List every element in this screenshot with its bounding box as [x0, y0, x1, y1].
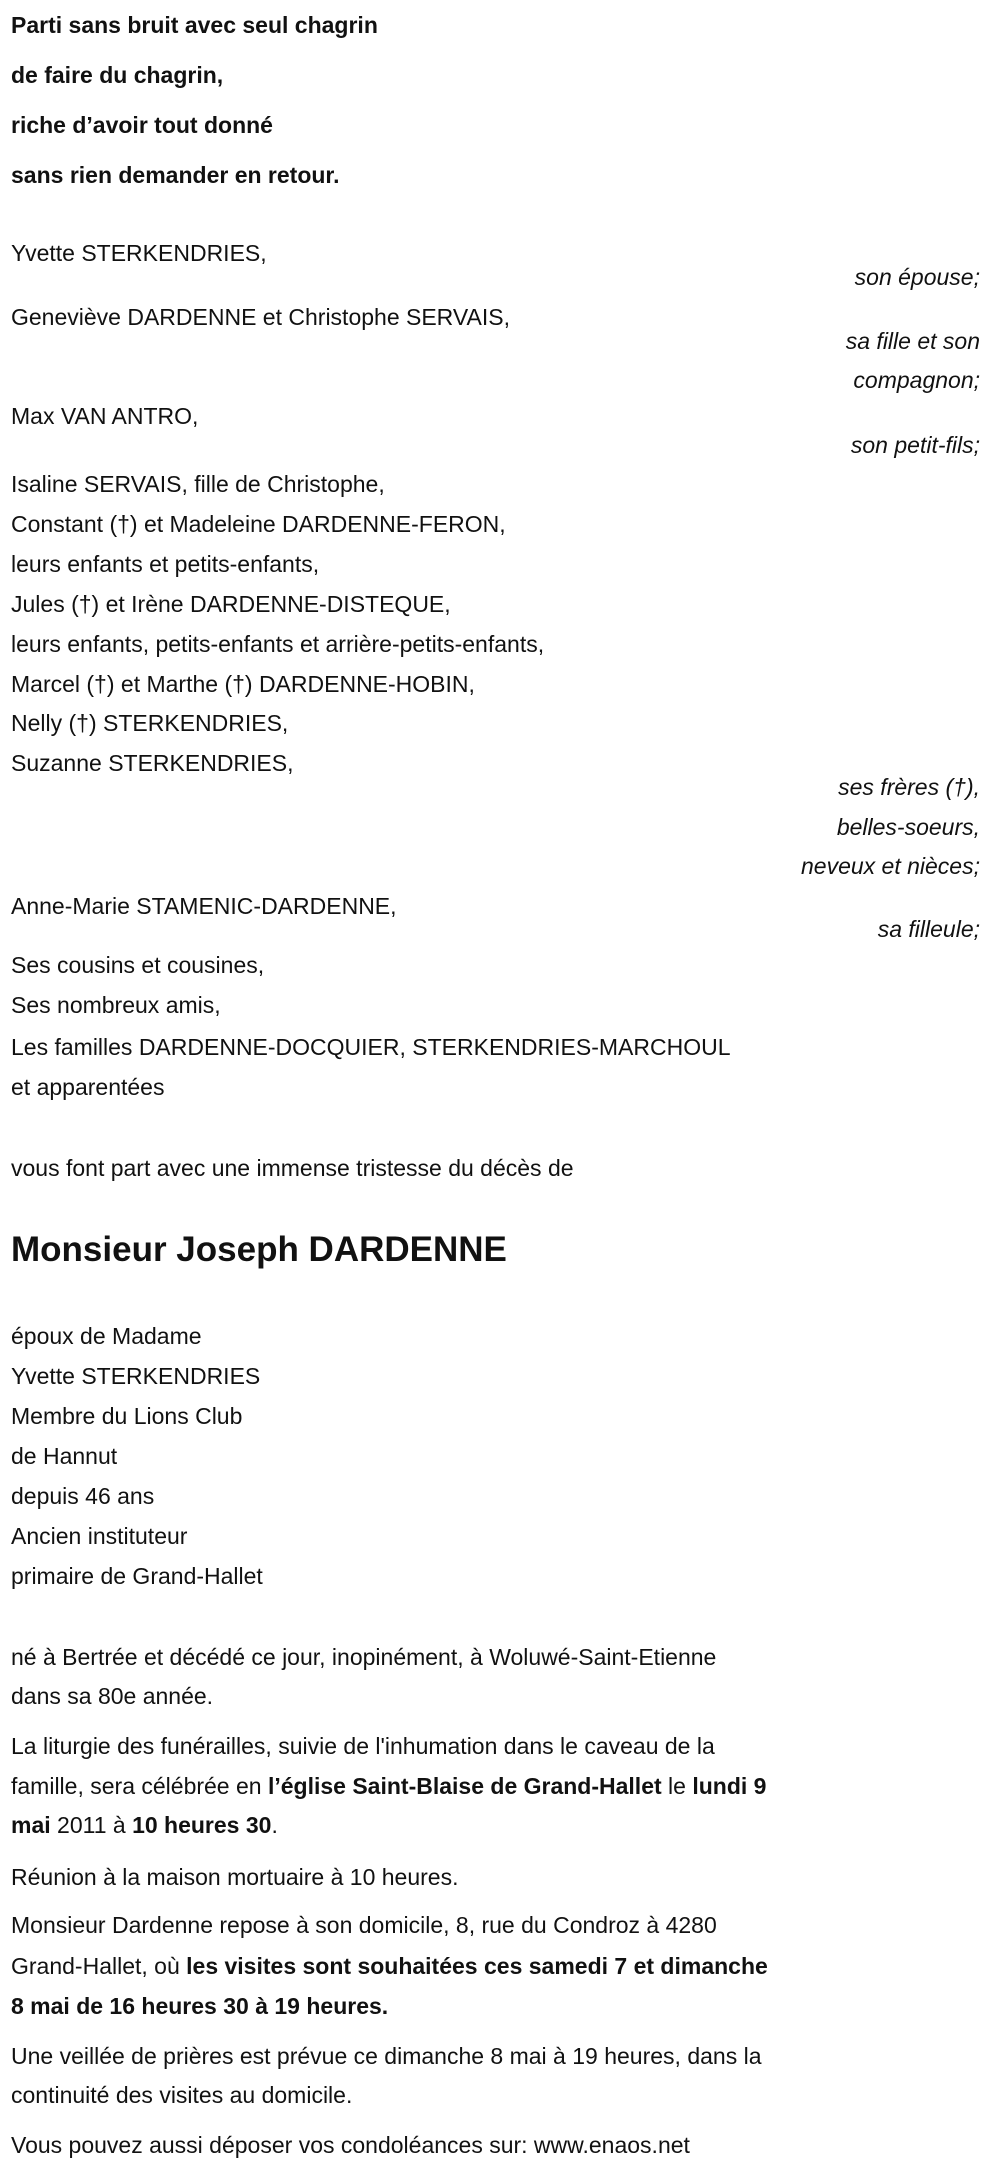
- detail-line: [11, 1951, 768, 1981]
- time: 10 heures 30: [132, 1812, 272, 1838]
- detail-line: Une veillée de prières est prévue ce dimanche 8 mai à 19 heures, dans la: [11, 2043, 762, 2069]
- family-name: leurs enfants et petits-enfants,: [11, 551, 320, 577]
- poem-line: riche d’avoir tout donné: [11, 112, 273, 138]
- bio-line: époux de Madame: [11, 1323, 202, 1349]
- family-role: son épouse;: [854, 264, 980, 290]
- family-role: compagnon;: [853, 367, 980, 393]
- family-role: belles-soeurs,: [836, 814, 980, 840]
- bio-line: Yvette STERKENDRIES: [11, 1363, 261, 1389]
- detail-line: [11, 1771, 766, 1801]
- poem-line: sans rien demander en retour.: [11, 162, 340, 188]
- family-name: Constant (†) et Madeleine DARDENNE-FERON,: [11, 511, 506, 537]
- poem-line: de faire du chagrin,: [11, 62, 224, 88]
- bio-line: depuis 46 ans: [11, 1483, 155, 1509]
- detail-line: continuité des visites au domicile.: [11, 2082, 353, 2108]
- family-name: Suzanne STERKENDRIES,: [11, 750, 294, 776]
- family-name: leurs enfants, petits-enfants et arrière-petits-enfants,: [11, 631, 545, 657]
- family-role: sa fille et son: [845, 328, 980, 354]
- text: le: [661, 1773, 693, 1799]
- condolences-line: Vous pouvez aussi déposer vos condoléances sur: www.enaos.net: [11, 2132, 690, 2158]
- family-name: Jules (†) et Irène DARDENNE-DISTEQUE,: [11, 591, 451, 617]
- bio-line: Membre du Lions Club: [11, 1403, 243, 1429]
- family-name: Les familles DARDENNE-DOCQUIER, STERKENDRIES-MARCHOUL: [11, 1034, 731, 1060]
- detail-line: 8 mai de 16 heures 30 à 19 heures.: [11, 1993, 389, 2019]
- text: Grand-Hallet, où: [11, 1953, 187, 1979]
- visits: les visites sont souhaitées ces samedi 7 et dimanche: [186, 1953, 768, 1979]
- family-name: Marcel (†) et Marthe (†) DARDENNE-HOBIN,: [11, 671, 475, 697]
- family-name: Yvette STERKENDRIES,: [11, 240, 267, 266]
- family-name: Ses nombreux amis,: [11, 992, 221, 1018]
- date: mai: [11, 1812, 51, 1838]
- announcement: vous font part avec une immense tristesse du décès de: [11, 1155, 574, 1181]
- family-name: Ses cousins et cousines,: [11, 952, 265, 978]
- family-name: Nelly (†) STERKENDRIES,: [11, 710, 289, 736]
- deceased-name: Monsieur Joseph DARDENNE: [11, 1230, 507, 1269]
- detail-line: Monsieur Dardenne repose à son domicile, 8, rue du Condroz à 4280: [11, 1912, 717, 1938]
- text: 2011 à: [50, 1812, 133, 1838]
- bio-line: de Hannut: [11, 1443, 118, 1469]
- detail-line: né à Bertrée et décédé ce jour, inopinément, à Woluwé-Saint-Etienne: [11, 1644, 717, 1670]
- detail-line: dans sa 80e année.: [11, 1683, 214, 1709]
- detail-line: Réunion à la maison mortuaire à 10 heures.: [11, 1864, 459, 1890]
- family-name: Isaline SERVAIS, fille de Christophe,: [11, 471, 385, 497]
- bio-line: Ancien instituteur: [11, 1523, 188, 1549]
- family-name: et apparentées: [11, 1074, 165, 1100]
- poem-line: Parti sans bruit avec seul chagrin: [11, 12, 378, 38]
- text: famille, sera célébrée en: [11, 1773, 268, 1799]
- family-role: ses frères (†),: [838, 774, 980, 800]
- detail-line: [11, 1810, 278, 1840]
- family-name: Anne-Marie STAMENIC-DARDENNE,: [11, 893, 397, 919]
- church: l’église Saint-Blaise de Grand-Hallet: [267, 1773, 662, 1799]
- family-name: Max VAN ANTRO,: [11, 403, 199, 429]
- date: lundi 9: [692, 1773, 767, 1799]
- bio-line: primaire de Grand-Hallet: [11, 1563, 263, 1589]
- family-name: Geneviève DARDENNE et Christophe SERVAIS,: [11, 304, 510, 330]
- family-role: neveux et nièces;: [800, 853, 980, 879]
- detail-line: La liturgie des funérailles, suivie de l'inhumation dans le caveau de la: [11, 1733, 715, 1759]
- family-role: son petit-fils;: [850, 432, 980, 458]
- family-role: sa filleule;: [877, 916, 980, 942]
- text: .: [271, 1812, 278, 1838]
